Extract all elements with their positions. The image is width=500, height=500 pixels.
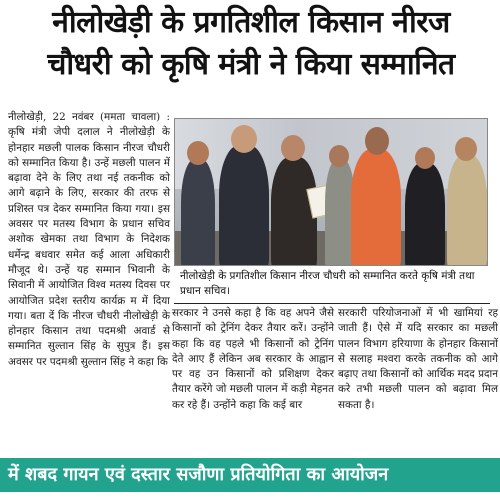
photo-person-6 — [405, 163, 445, 266]
photo-person-2-head — [231, 125, 257, 153]
headline-line-1: नीलोखेड़ी के प्रगतिशील किसान नीरज — [52, 5, 450, 40]
next-article-banner: में शबद गायन एवं दस्तार सजौणा प्रतियोगिता का आयोजन — [0, 458, 500, 492]
photo-person-7 — [447, 155, 487, 266]
photo-person-3-head — [281, 135, 305, 161]
photo-person-2 — [219, 145, 269, 266]
photo-caption: नीलोखेड़ी के प्रगतिशील किसान नीरज चौधरी को सम्मानित करते कृषि मंत्री तथा प्रधान सचिव। — [174, 266, 490, 304]
article-text-right: सरकारी परियोजनाओं में भी खामियां रह जाती हैं। ऐसे में यदि सरकार का मछली पालन विभाग हरियाणा के होनहार किसानों से सलाह मश्वरा करके तकनीक को आगे बढ़ाए तथा किसानों को आर्थिक मदद प्रदान करे तभी मछली पालन को बढ़ावा मिल सकता है। — [338, 307, 498, 411]
photo-person-1 — [181, 159, 215, 266]
article-column-middle — [172, 306, 334, 413]
headline-line-2: चौधरी को कृषि मंत्री ने किया सम्मानित — [47, 47, 455, 82]
article-column-left — [8, 110, 170, 370]
photo-person-6-head — [415, 147, 435, 169]
headline — [6, 2, 496, 86]
photo-person-5-head — [365, 127, 389, 155]
photo-person-1-head — [187, 141, 209, 165]
photo-person-5 — [351, 149, 401, 266]
article-column-right — [338, 306, 498, 413]
news-photo — [174, 118, 488, 266]
article-text-middle: सरकार ने उनसे कहा है कि वह अपने जैसे किसानों को ट्रेनिंग देकर तैयार करें। उन्होंने कहा कि वह पहले भी किसानों को ट्रेनिंग देते आए हैं लेकिन अब सरकार के आह्वान पर वह उन किसानों को प्रशिक्षण देकर तैयार करेंगे जो मछली पालन में कड़ी मेहनत कर रहे हैं। उन्होंने कहा कि कई बार — [172, 307, 334, 411]
photo-person-4-head — [329, 145, 349, 167]
article-text-left: नीलोखेड़ी, 22 नवंबर (ममता चावला) : कृषि मंत्री जेपी दलाल ने नीलोखेड़ी के होनहार मछली पालक किसान नीरज चौधरी को सम्मानित किया है। उन्हें मछली पालन में बढ़ावा देने के लिए तथा नई तकनीक को आगे बढ़ाने के लिए, सरकार की तरफ से प्रशिस्त पत्र देकर सम्मानित किया गया। इस अवसर पर मतस्य विभाग के प्रधान सचिव अशोक खेमका तथा विभाग के निदेशक धर्मेन्द्र बधवार समेत कई आला अधिकारी मौजूद थे। उन्हें यह सम्मान भिवानी के सिवानी में आयोजित विश्व मतस्य दिवस पर आयोजित प्रदेश स्तरीय कार्यक्र म में दिया गया। बता दें कि नीरज चौधरी नीलोखेड़ी के होनहार किसान तथा पदमश्री अवार्ड से सम्मानित सुल्तान सिंह के सुपुत्र हैं। इस अवसर पर पदमश्री सुल्तान सिंह ने कहा कि — [8, 111, 170, 368]
photo-person-7-head — [455, 137, 477, 161]
